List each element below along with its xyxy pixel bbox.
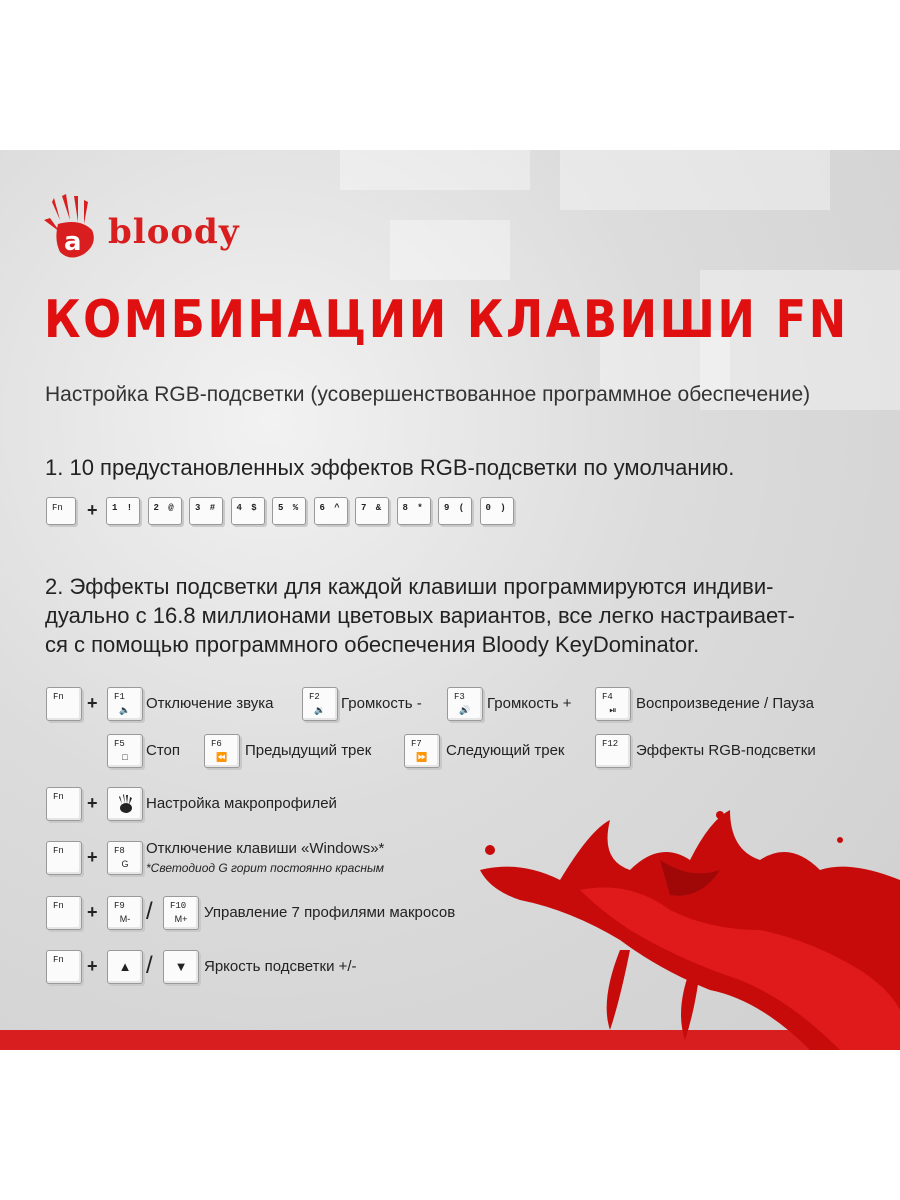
section-2-line: дуально с 16.8 миллионами цветовых вариантов, все легко настраивает- bbox=[45, 603, 795, 628]
key-arrow-down bbox=[163, 950, 199, 984]
key-f5: F5 □ bbox=[107, 734, 143, 768]
key-f6: F6 ⏪ bbox=[204, 734, 240, 768]
section-2-text bbox=[45, 572, 875, 659]
key-f9: F9 M- bbox=[107, 896, 143, 930]
key-f3: F3 🔊 bbox=[447, 687, 483, 721]
fn-key: Fn bbox=[46, 896, 82, 930]
number-key: 9 ( bbox=[438, 497, 472, 525]
slash-separator: / bbox=[146, 952, 153, 979]
page-subtitle: Настройка RGB-подсветки (усовершенствованное программное обеспечение) bbox=[45, 383, 811, 406]
number-key: 8 * bbox=[397, 497, 431, 525]
bloody-hand-icon bbox=[108, 788, 142, 820]
label-volume-up: Громкость + bbox=[487, 695, 572, 712]
number-key: 0 ) bbox=[480, 497, 514, 525]
key-f7: F7 ⏩ bbox=[404, 734, 440, 768]
label-stop: Стоп bbox=[146, 742, 180, 759]
plus-sign: + bbox=[87, 902, 98, 922]
fn-key: Fn bbox=[46, 497, 76, 525]
label-macros: Управление 7 профилями макросов bbox=[204, 904, 456, 921]
plus-sign: + bbox=[87, 793, 98, 813]
fn-key: Fn bbox=[46, 687, 82, 721]
arrow-down-icon: ▼ bbox=[174, 959, 188, 974]
key-f4: F4 ⏯ bbox=[595, 687, 631, 721]
label-volume-down: Громкость - bbox=[341, 695, 422, 712]
number-key: 4 $ bbox=[231, 497, 265, 525]
red-paint-splash bbox=[460, 800, 900, 1050]
plus-sign: + bbox=[87, 500, 98, 520]
label-play-pause: Воспроизведение / Пауза bbox=[636, 695, 815, 712]
label-prev-track: Предыдущий трек bbox=[245, 742, 372, 759]
section-2-line: ся с помощью программного обеспечения Bloody KeyDominator. bbox=[45, 632, 700, 657]
number-key: 3 # bbox=[189, 497, 223, 525]
key-f1: F1 🔈 bbox=[107, 687, 143, 721]
fn-key: Fn bbox=[46, 841, 82, 875]
label-rgb-effects: Эффекты RGB-подсветки bbox=[636, 742, 816, 759]
slash-separator: / bbox=[146, 898, 153, 925]
key-f10: F10 M+ bbox=[163, 896, 199, 930]
key-f12: F12 bbox=[595, 734, 631, 768]
arrow-up-icon: ▲ bbox=[118, 959, 132, 974]
label-brightness: Яркость подсветки +/- bbox=[204, 958, 357, 975]
key-arrow-up bbox=[107, 950, 143, 984]
key-bloody-hand bbox=[107, 787, 143, 821]
section-1-text: 1. 10 предустановленных эффектов RGB-подсветки по умолчанию. bbox=[45, 455, 735, 480]
label-next-track: Следующий трек bbox=[446, 742, 565, 759]
section-2-line: 2. Эффекты подсветки для каждой клавиши программируются индиви- bbox=[45, 574, 774, 599]
fn-key: Fn bbox=[46, 787, 82, 821]
brand-wordmark: bloody bbox=[108, 212, 240, 252]
key-f2: F2 🔉 bbox=[302, 687, 338, 721]
number-key: 7 & bbox=[355, 497, 389, 525]
note-windows-led: *Светодиод G горит постоянно красным bbox=[146, 861, 385, 875]
label-windows-lock: Отключение клавиши «Windows»* bbox=[146, 840, 385, 857]
number-key: 1 ! bbox=[106, 497, 140, 525]
page-title: КОМБИНАЦИИ КЛАВИШИ FN bbox=[44, 290, 849, 350]
svg-text:a: a bbox=[64, 227, 82, 257]
label-macro-profiles: Настройка макропрофилей bbox=[146, 795, 337, 812]
number-key: 2 @ bbox=[148, 497, 182, 525]
number-key: 5 % bbox=[272, 497, 306, 525]
fn-key: Fn bbox=[46, 950, 82, 984]
plus-sign: + bbox=[87, 847, 98, 867]
plus-sign: + bbox=[87, 956, 98, 976]
key-f8: F8 G bbox=[107, 841, 143, 875]
number-key: 6 ^ bbox=[314, 497, 348, 525]
plus-sign: + bbox=[87, 693, 98, 713]
label-mute: Отключение звука bbox=[146, 695, 274, 712]
